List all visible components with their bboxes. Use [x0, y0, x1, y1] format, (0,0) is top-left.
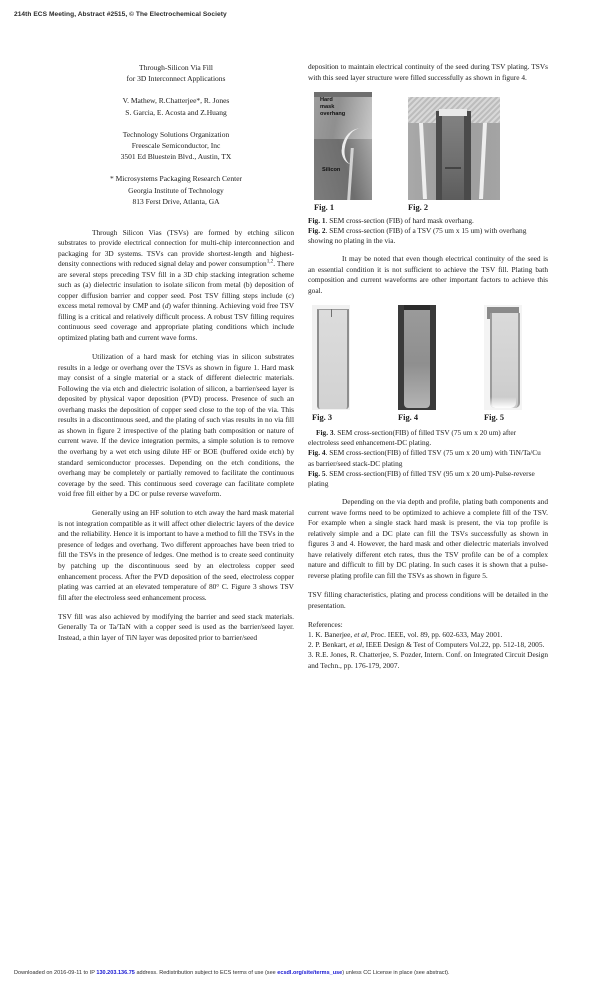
left-paragraph-4: TSV fill was also achieved by modifying the barrier and seed stack materials. Generally Ta or Ta/TaN with a copper seed is used as the barrier/seed layer. Instead, a thin layer of TiN layer was deposited prior to barrier/seed — [58, 611, 294, 642]
figure-4-caption-bold: Fig. 4 — [308, 448, 326, 458]
reference-item-3: 3. R.E. Jones, R. Chatterjee, S. Pozder, Intern. Conf. on Integrated Circuit Design and Techn., pp. 176-179, 2007. — [308, 650, 548, 670]
figure-1-2-caption — [308, 216, 548, 247]
figure-3-4-5-caption — [308, 428, 548, 489]
left-paragraph-2: Utilization of a hard mask for etching vias in silicon substrates results in a ledge or overhang over the TSVs as shown in figure 1. Hard mask may consist of a single material or a stack of different dielectric materials. Following the via etch and dielectric isolation of silicon, a barrier/seed layer is deposited by physical vapor deposition (PVD) process. Presence of such an overhang masks the deposition of copper seed close to the top of the via. This results in a discontinuous seed, and the plating of such vias results in no via fill as shown in figure 2 irrespective of the plating bath composition or nature of current wave. If the device integration permits, a simple solution is to remove the overhang by a wet etch using dilute HF or BOE (buffered oxide etch) by standard semiconductor processes. Depending on the etch conditions, the overhang may be completely or partially removed to facilitate the continuous coverage by the seed. This continuous seed coverage can facilitate complete void free fill either by a DC or pulse reverse waveform. — [58, 352, 294, 499]
right-paragraph-1: deposition to maintain electrical continuity of the seed during TSV plating. TSVs with this seed layer structure were filled successfully as shown in figure 4. — [308, 62, 548, 82]
figure-row-3-4-5 — [308, 305, 548, 410]
footer-text-part-3: ) unless CC License in place (see abstract). — [342, 970, 450, 976]
affiliation-1-line-3: 3501 Ed Bluestein Blvd., Austin, TX — [120, 152, 232, 162]
footer-text-part-1: Downloaded on 2016-09-11 to IP — [14, 970, 97, 976]
reference-1-et-al: et al — [354, 629, 367, 639]
title-spacer-2 — [58, 118, 294, 129]
paper-title-line-2: for 3D Interconnect Applications — [126, 74, 226, 84]
figure-1-label: Fig. 1 — [314, 202, 335, 212]
reference-item-1 — [308, 630, 548, 640]
figure-4-label: Fig. 4 — [398, 412, 419, 422]
figure-2-core-streak — [445, 167, 462, 169]
figure-1-silicon-annotation: Silicon — [322, 167, 341, 174]
reference-1-b: , Proc. IEEE, vol. 89, pp. 602-633, May 2001. — [366, 629, 503, 639]
left-paragraph-1-b: . There are several steps preceding TSV fill in a 3D chip stacking integration scheme such as (a) dielectric insulation to isolate silicon from metal (b) deposition of copper diffusion barrier and copper seed. Post TSV filling steps include ( — [58, 259, 294, 300]
document-header — [14, 11, 227, 18]
paper-title-line-1: Through-Silicon Via Fill — [139, 63, 213, 72]
title-body-gap — [58, 208, 294, 228]
references-section — [308, 620, 548, 671]
figure-2-caption-bold: Fig. 2 — [308, 225, 326, 235]
document-footer — [14, 970, 450, 976]
figure-3-center-seam — [331, 309, 333, 317]
left-paragraph-1-italic-d: d — [164, 301, 169, 311]
reference-2-et-al: et al — [349, 640, 363, 650]
right-paragraph-3: Depending on the via depth and profile, plating bath components and current wave forms need to be optimized to achieve a complete fill of the TSV. For example when a single stack hard mask is present, the via top profile is relatively simple and a DC plate can fill the TSVs successfully as shown in figures 3 and 4. However, the hard mask and other dielectric materials involved have relatively different etch rates, thus the TSV profile can be of a complex nature and difficult to fill by DC plating. In such cases it is shown that a pulse-reverse plating profile can fill the TSVs as shown in figure 5. — [308, 497, 548, 580]
figure-2-label: Fig. 2 — [408, 202, 429, 212]
figure-2-via-right-wall — [464, 111, 470, 200]
left-paragraph-1-f: ) wafer thinning. Achieving void free TSV filling is a critical and relatively difficult process. A robust TSV filling requires continuous seed coverage and appropriate plating conditions which include optimized plating bath and current wave forms. — [58, 301, 294, 343]
authors-line-1: V. Mathew, R.Chatterjee*, R. Jones — [122, 96, 230, 106]
figure-2-via-top-cap — [439, 109, 467, 116]
figure-row-1-2 — [308, 92, 548, 200]
right-paragraph-4: TSV filling characteristics, plating and process conditions will be detailed in the presentation. — [308, 589, 548, 610]
figure-1-hardmask-annotation: Hard mask overhang — [320, 96, 346, 118]
references-heading: References: — [308, 619, 343, 629]
figure-4-filled-via — [404, 310, 429, 408]
figure-5-image — [484, 305, 522, 410]
footer-terms-link[interactable]: ecsdl.org/site/terms_use — [277, 970, 343, 976]
figure-2-image — [408, 97, 500, 200]
left-paragraph-1-d: ) excess metal removal by CMP and ( — [58, 290, 294, 311]
figure-5-filled-via — [490, 313, 521, 408]
figure-2-unfilled-via-core — [442, 114, 464, 199]
figure-labels-3-4-5 — [308, 413, 548, 422]
right-column — [308, 62, 548, 671]
reference-item-2 — [308, 640, 548, 650]
footer-ip-address: 130.203.136.75 — [96, 970, 135, 976]
figure-2-caption-text: . SEM cross-section (FIB) of a TSV (75 um x 15 um) with overhang showing no plating in the via. — [308, 225, 527, 245]
figure-3-caption-text: . SEM cross-section(FIB) of filled TSV (75 um x 20 um) after electroless seed enhancement-DC plating. — [308, 427, 517, 448]
affiliation-1-line-2: Freescale Semiconductor, Inc — [131, 141, 221, 151]
figure-4-top-barrier — [404, 305, 429, 310]
authors-line-2: S. Garcia, E. Acosta and Z.Huang — [125, 107, 227, 117]
figure-5-caption-text: . SEM cross-section(FIB) of filled TSV (95 um x 20 um)-Pulse-reverse plating — [308, 468, 535, 488]
document-header-text: 214th ECS Meeting, Abstract #2515, © The Electrochemical Society — [14, 11, 227, 18]
right-paragraph-2: It may be noted that even though electrical continuity of the seed is an essential condition it is not sufficient to achieve the TSV fill. Plating bath composition and current waveforms are other important factors to achieve this goal. — [308, 254, 548, 295]
left-paragraph-1-italic-c: c — [288, 290, 292, 300]
left-paragraph-3: Generally using an HF solution to etch away the hard mask material is not integration compatible as it will affect other dielectric layers of the device and the reliability. Hence it is important to have a method to fill the TSVs in the presence of ledges and overhang. Two different approaches have been tried to fill the TSVs in the presence of ledges. One method is to create seed continuity by patching up the discontinuous seed by an electroless copper seed enhancement process. After the PVD deposition of the seed, electroless copper plating was carried at an elevated temperature of 80° C. Figure 3 shows TSV fill after the electroless seed enhancement process. — [58, 508, 294, 602]
title-spacer-3 — [58, 163, 294, 174]
figure-5-caption-bold: Fig. 5 — [308, 468, 326, 478]
figure-5-bottom-highlight — [490, 397, 517, 408]
figure-1-caption-text: . SEM cross-section (FIB) of hard mask overhang. — [325, 215, 474, 225]
figure-4-image — [398, 305, 436, 410]
reference-2-a: 2. P. Benkart, — [308, 640, 350, 650]
affiliation-2-line-3: 813 Ferst Drive, Atlanta, GA — [132, 197, 220, 207]
left-paragraph-1-a: Through Silicon Vias (TSVs) are formed by etching silicon substrates to provide electrical connection for multi-chip interconnection and packaging for 3D systems. TSVs can provide shortest-length and highest-density connections with reduced signal delay and power consumption — [58, 227, 294, 269]
figure-1-image — [314, 92, 372, 200]
title-spacer-1 — [58, 85, 294, 96]
figure-3-label: Fig. 3 — [312, 412, 333, 422]
left-paragraph-1-citation-superscript: 1,2 — [266, 258, 274, 265]
affiliation-1-line-1: Technology Solutions Organization — [122, 129, 230, 139]
figure-labels-1-2 — [308, 203, 548, 212]
affiliation-2-line-2: Georgia Institute of Technology — [128, 185, 224, 195]
affiliation-2-line-1: * Microsystems Packaging Research Center — [109, 174, 243, 184]
figure-5-label: Fig. 5 — [484, 412, 505, 422]
reference-2-b: , IEEE Design & Test of Computers Vol.22, pp. 512-18, 2005. — [362, 640, 545, 650]
left-column — [58, 62, 294, 652]
left-paragraph-1 — [58, 228, 294, 344]
figure-1-caption-bold: Fig. 1 — [308, 215, 326, 225]
figure-4-caption-text: . SEM cross-section(FIB) of filled TSV (75 um x 20 um) with TiN/Ta/Cu as barrier/seed stack-DC plating — [308, 448, 541, 468]
figure-3-caption-bold: Fig. 3 — [316, 427, 334, 437]
reference-1-a: 1. K. Banerjee, — [308, 629, 355, 639]
figure-3-filled-via — [317, 309, 349, 409]
footer-text-part-2: address. Redistribution subject to ECS terms of use (see — [134, 970, 278, 976]
title-block — [58, 62, 294, 208]
figure-3-image — [312, 305, 350, 410]
